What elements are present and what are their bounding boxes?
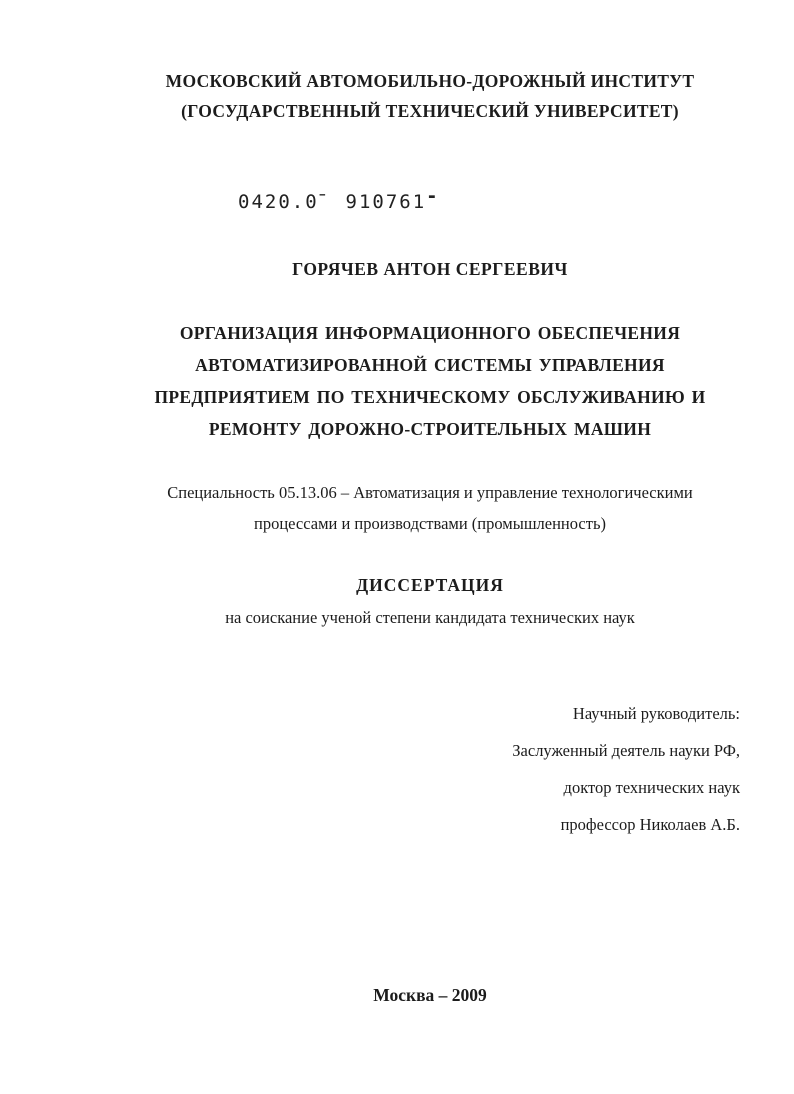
document-type: ДИССЕРТАЦИЯ xyxy=(356,575,504,595)
dissertation-title-line1: ОРГАНИЗАЦИЯ ИНФОРМАЦИОННОГО ОБЕСПЕЧЕНИЯ xyxy=(179,323,681,343)
institute-name-line1: МОСКОВСКИЙ АВТОМОБИЛЬНО-ДОРОЖНЫЙ ИНСТИТУТ xyxy=(165,71,695,91)
page-content xyxy=(120,0,740,1010)
supervisor-block xyxy=(120,695,740,843)
dissertation-title-line4: РЕМОНТУ ДОРОЖНО-СТРОИТЕЛЬНЫХ МАШИН xyxy=(208,419,652,439)
city-year: Москва – 2009 xyxy=(373,985,487,1005)
registration-stamp xyxy=(120,185,740,214)
supervisor-degree: доктор технических наук xyxy=(563,778,740,797)
dissertation-title xyxy=(120,317,740,445)
specialty-line1: Специальность 05.13.06 – Автоматизация и управление технологическими xyxy=(167,483,693,502)
dissertation-title-line2: АВТОМАТИЗИРОВАННОЙ СИСТЕМЫ УПРАВЛЕНИЯ xyxy=(195,355,665,375)
supervisor-heading: Научный руководитель: xyxy=(572,704,740,723)
specialty xyxy=(120,477,740,539)
supervisor-honor: Заслуженный деятель науки РФ, xyxy=(512,741,740,760)
degree-line: на соискание ученой степени кандидата технических наук xyxy=(225,608,635,627)
dissertation-title-line3: ПРЕДПРИЯТИЕМ ПО ТЕХНИЧЕСКОМУ ОБСЛУЖИВАНИЮ И xyxy=(154,387,706,407)
specialty-line2: процессами и производствами (промышленность) xyxy=(254,514,606,533)
registration-stamp-suffix: - xyxy=(426,185,438,207)
author-name: ГОРЯЧЕВ АНТОН СЕРГЕЕВИЧ xyxy=(292,259,568,279)
institute-name xyxy=(120,66,740,126)
registration-stamp-number: 0420.0̄ 910761 xyxy=(238,191,427,213)
supervisor-name: профессор Николаев А.Б. xyxy=(560,815,740,834)
institute-name-line2: (ГОСУДАРСТВЕННЫЙ ТЕХНИЧЕСКИЙ УНИВЕРСИТЕТ) xyxy=(181,101,679,121)
